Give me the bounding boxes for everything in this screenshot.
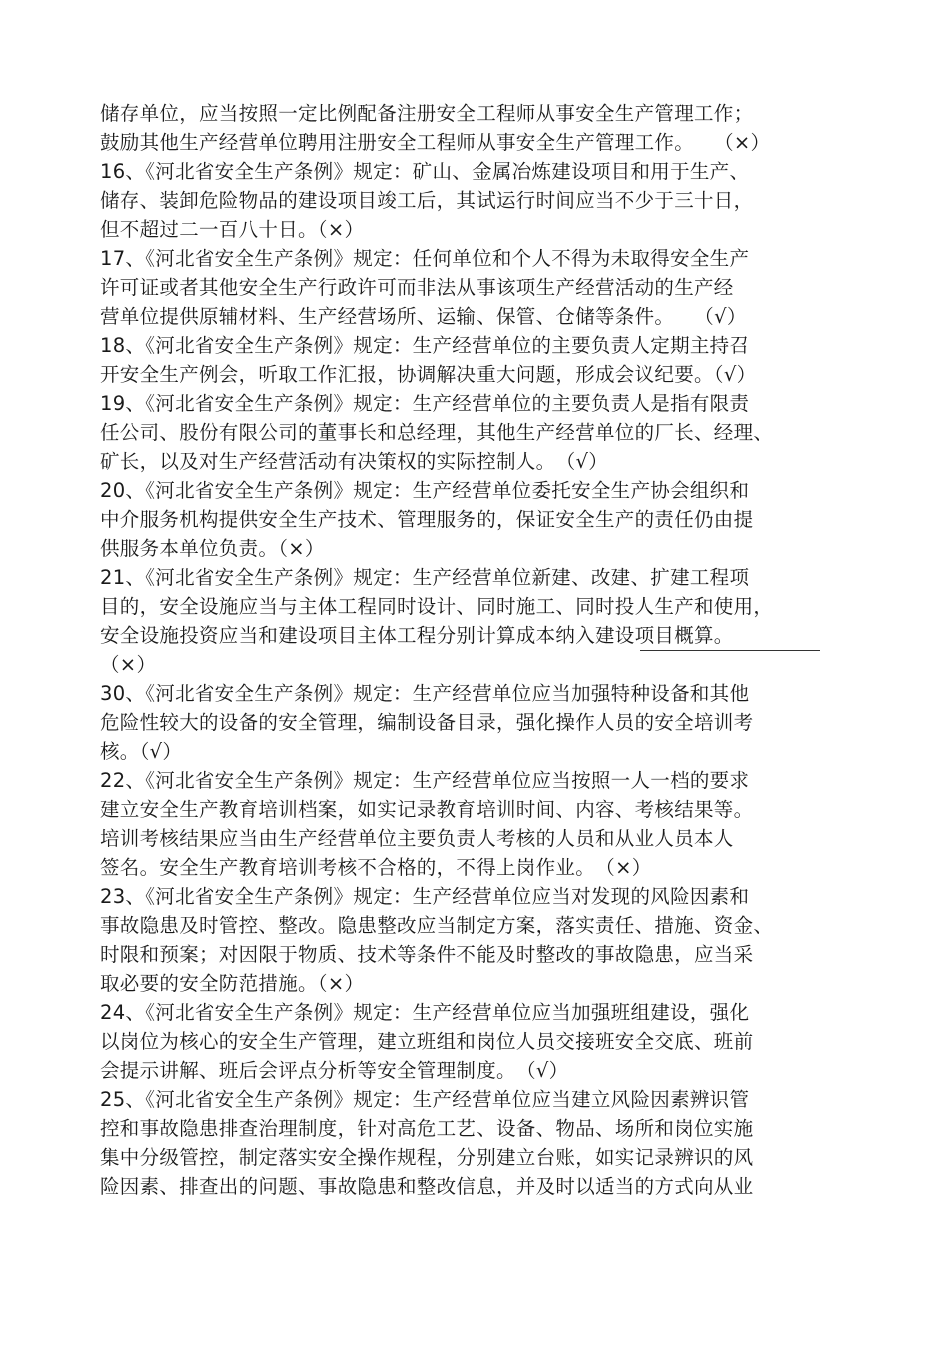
trailing-underline (640, 650, 820, 651)
text-line: 目的，安全设施应当与主体工程同时设计、同时施工、同时投人生产和使用， (100, 595, 774, 618)
text-line: 23、《河北省安全生产条例》规定：生产经营单位应当对发现的风险因素和 (100, 885, 750, 908)
text-line: 事故隐患及时管控、整改。隐患整改应当制定方案，落实责任、措施、资金、 (100, 914, 774, 937)
text-line: 以岗位为核心的安全生产管理，建立班组和岗位人员交接班安全交底、班前 (100, 1030, 754, 1053)
text-line: 安全设施投资应当和建设项目主体工程分别计算成本纳入建设项目概算。 (100, 624, 734, 647)
text-line: 营单位提供原辅材料、生产经营场所、运输、保管、仓储等条件。 （√） (100, 305, 747, 328)
text-line: 16、《河北省安全生产条例》规定：矿山、金属冶炼建设项目和用于生产、 (100, 160, 750, 183)
text-line: 任公司、股份有限公司的董事长和总经理，其他生产经营单位的厂长、经理、 (100, 421, 774, 444)
text-line: 许可证或者其他安全生产行政许可而非法从事该项生产经营活动的生产经 (100, 276, 734, 299)
text-line: 21、《河北省安全生产条例》规定：生产经营单位新建、改建、扩建工程项 (100, 566, 750, 589)
text-line: 矿长，以及对生产经营活动有决策权的实际控制人。 （√） (100, 450, 609, 473)
text-line: 控和事故隐患排查治理制度，针对高危工艺、设备、物品、场所和岗位实施 (100, 1117, 754, 1140)
text-line: 储存、装卸危险物品的建设项目竣工后，其试运行时间应当不少于三十日， (100, 189, 754, 212)
text-line: 核。（√） (100, 740, 183, 763)
text-line: 险因素、排查出的问题、事故隐患和整改信息，并及时以适当的方式向从业 (100, 1175, 754, 1198)
text-line: 20、《河北省安全生产条例》规定：生产经营单位委托安全生产协会组织和 (100, 479, 750, 502)
text-line: 建立安全生产教育培训档案，如实记录教育培训时间、内容、考核结果等。 (100, 798, 754, 821)
text-line: 危险性较大的设备的安全管理，编制设备目录，强化操作人员的安全培训考 (100, 711, 754, 734)
text-line: 22、《河北省安全生产条例》规定：生产经营单位应当按照一人一档的要求 (100, 769, 750, 792)
text-line: 时限和预案；对因限于物质、技术等条件不能及时整改的事故隐患，应当采 (100, 943, 754, 966)
text-line: 会提示讲解、班后会评点分析等安全管理制度。 （√） (100, 1059, 569, 1082)
text-line: 但不超过二一百八十日。（×） (100, 218, 365, 241)
text-line: 19、《河北省安全生产条例》规定：生产经营单位的主要负责人是指有限责 (100, 392, 750, 415)
text-line: 18、《河北省安全生产条例》规定：生产经营单位的主要负责人定期主持召 (100, 334, 750, 357)
text-line: 集中分级管控，制定落实安全操作规程，分别建立台账，如实记录辨识的风 (100, 1146, 754, 1169)
text-line: （×） (100, 653, 157, 676)
text-line: 开安全生产例会，听取工作汇报，协调解决重大问题，形成会议纪要。（√） (100, 363, 757, 386)
text-line: 培训考核结果应当由生产经营单位主要负责人考核的人员和从业人员本人 (100, 827, 734, 850)
text-line: 中介服务机构提供安全生产技术、管理服务的，保证安全生产的责任仍由提 (100, 508, 754, 531)
text-line: 供服务本单位负责。（×） (100, 537, 325, 560)
text-line: 30、《河北省安全生产条例》规定：生产经营单位应当加强特种设备和其他 (100, 682, 750, 705)
text-line: 17、《河北省安全生产条例》规定：任何单位和个人不得为未取得安全生产 (100, 247, 750, 270)
text-line: 鼓励其他生产经营单位聘用注册安全工程师从事安全生产管理工作。 （×） (100, 131, 771, 154)
text-line: 25、《河北省安全生产条例》规定：生产经营单位应当建立风险因素辨识管 (100, 1088, 750, 1111)
text-line: 签名。安全生产教育培训考核不合格的，不得上岗作业。 （×） (100, 856, 652, 879)
text-line: 储存单位，应当按照一定比例配备注册安全工程师从事安全生产管理工作； (100, 102, 754, 125)
text-line: 24、《河北省安全生产条例》规定：生产经营单位应当加强班组建设，强化 (100, 1001, 750, 1024)
text-line: 取必要的安全防范措施。（×） (100, 972, 365, 995)
